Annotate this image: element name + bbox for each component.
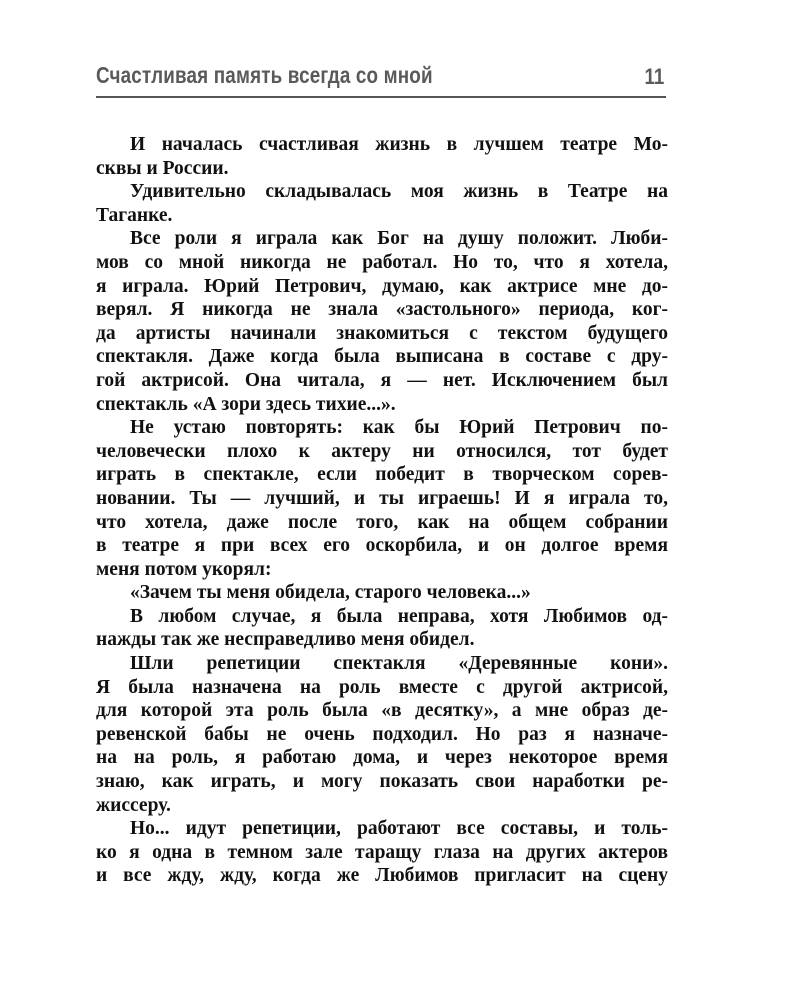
text-line: гой актрисой. Она читала, я — нет. Исключением был	[96, 369, 668, 391]
text-line: человечески плохо к актеру ни относился, тот будет	[96, 440, 668, 462]
running-title: Счастливая память всегда со мной	[96, 62, 433, 88]
text-line: меня потом укорял:	[96, 558, 272, 580]
body-text	[96, 133, 668, 888]
text-line: нажды так же несправедливо меня обидел.	[96, 629, 475, 651]
text-line: Я была назначена на роль вместе с другой актрисой,	[96, 676, 668, 698]
text-line: в театре я при всех его оскорбила, и он долгое время	[96, 535, 668, 557]
text-line: мов со мной никогда не работал. Но то, что я хотела,	[96, 251, 668, 273]
text-line: верял. Я никогда не знала «застольного» периода, ког-	[96, 299, 668, 321]
text-line: да артисты начинали знакомиться с текстом будущего	[96, 322, 668, 344]
text-line: Шли репетиции спектакля «Деревянные кони».	[130, 653, 668, 675]
text-line: ревенской бабы не очень подходил. Но раз я назначе-	[96, 723, 668, 745]
text-line: Таганке.	[96, 204, 173, 226]
text-line: играть в спектакле, если победит в творческом сорев-	[96, 464, 668, 486]
text-line: И началась счастливая жизнь в лучшем театре Мо-	[130, 134, 668, 155]
text-line: сквы и России.	[96, 157, 229, 179]
text-line: для которой эта роль была «в десятку», а мне образ де-	[96, 700, 668, 722]
text-line: знаю, как играть, и могу показать свои наработки ре-	[96, 771, 668, 793]
text-line: и все жду, жду, когда же Любимов пригласит на сцену	[96, 865, 668, 887]
text-line: на на роль, я работаю дома, и через некоторое время	[96, 747, 668, 769]
text-line: ко я одна в темном зале таращу глаза на других актеров	[96, 841, 668, 863]
text-line: жиссеру.	[96, 794, 171, 816]
text-line: новании. Ты — лучший, и ты играешь! И я играла то,	[96, 487, 668, 509]
text-line: «Зачем ты меня обидела, старого человека...»	[130, 582, 531, 604]
page-header	[96, 62, 666, 98]
text-line: спектакль «А зори здесь тихие...».	[96, 393, 396, 415]
text-line: Не устаю повторять: как бы Юрий Петрович по-	[130, 417, 668, 439]
text-line: что хотела, даже после того, как на общем собрании	[96, 511, 668, 533]
text-line: Все роли я играла как Бог на душу положит. Люби-	[130, 228, 668, 250]
text-line: В любом случае, я была неправа, хотя Любимов од-	[130, 605, 668, 627]
text-line: Удивительно складывалась моя жизнь в Театре на	[130, 181, 668, 203]
page-number: 11	[644, 64, 664, 89]
text-line: Но... идут репетиции, работают все составы, и толь-	[130, 818, 668, 840]
text-line: спектакля. Даже когда была выписана в составе с дру-	[96, 346, 668, 368]
text-line: я играла. Юрий Петрович, думаю, как актрисе мне до-	[96, 275, 668, 297]
